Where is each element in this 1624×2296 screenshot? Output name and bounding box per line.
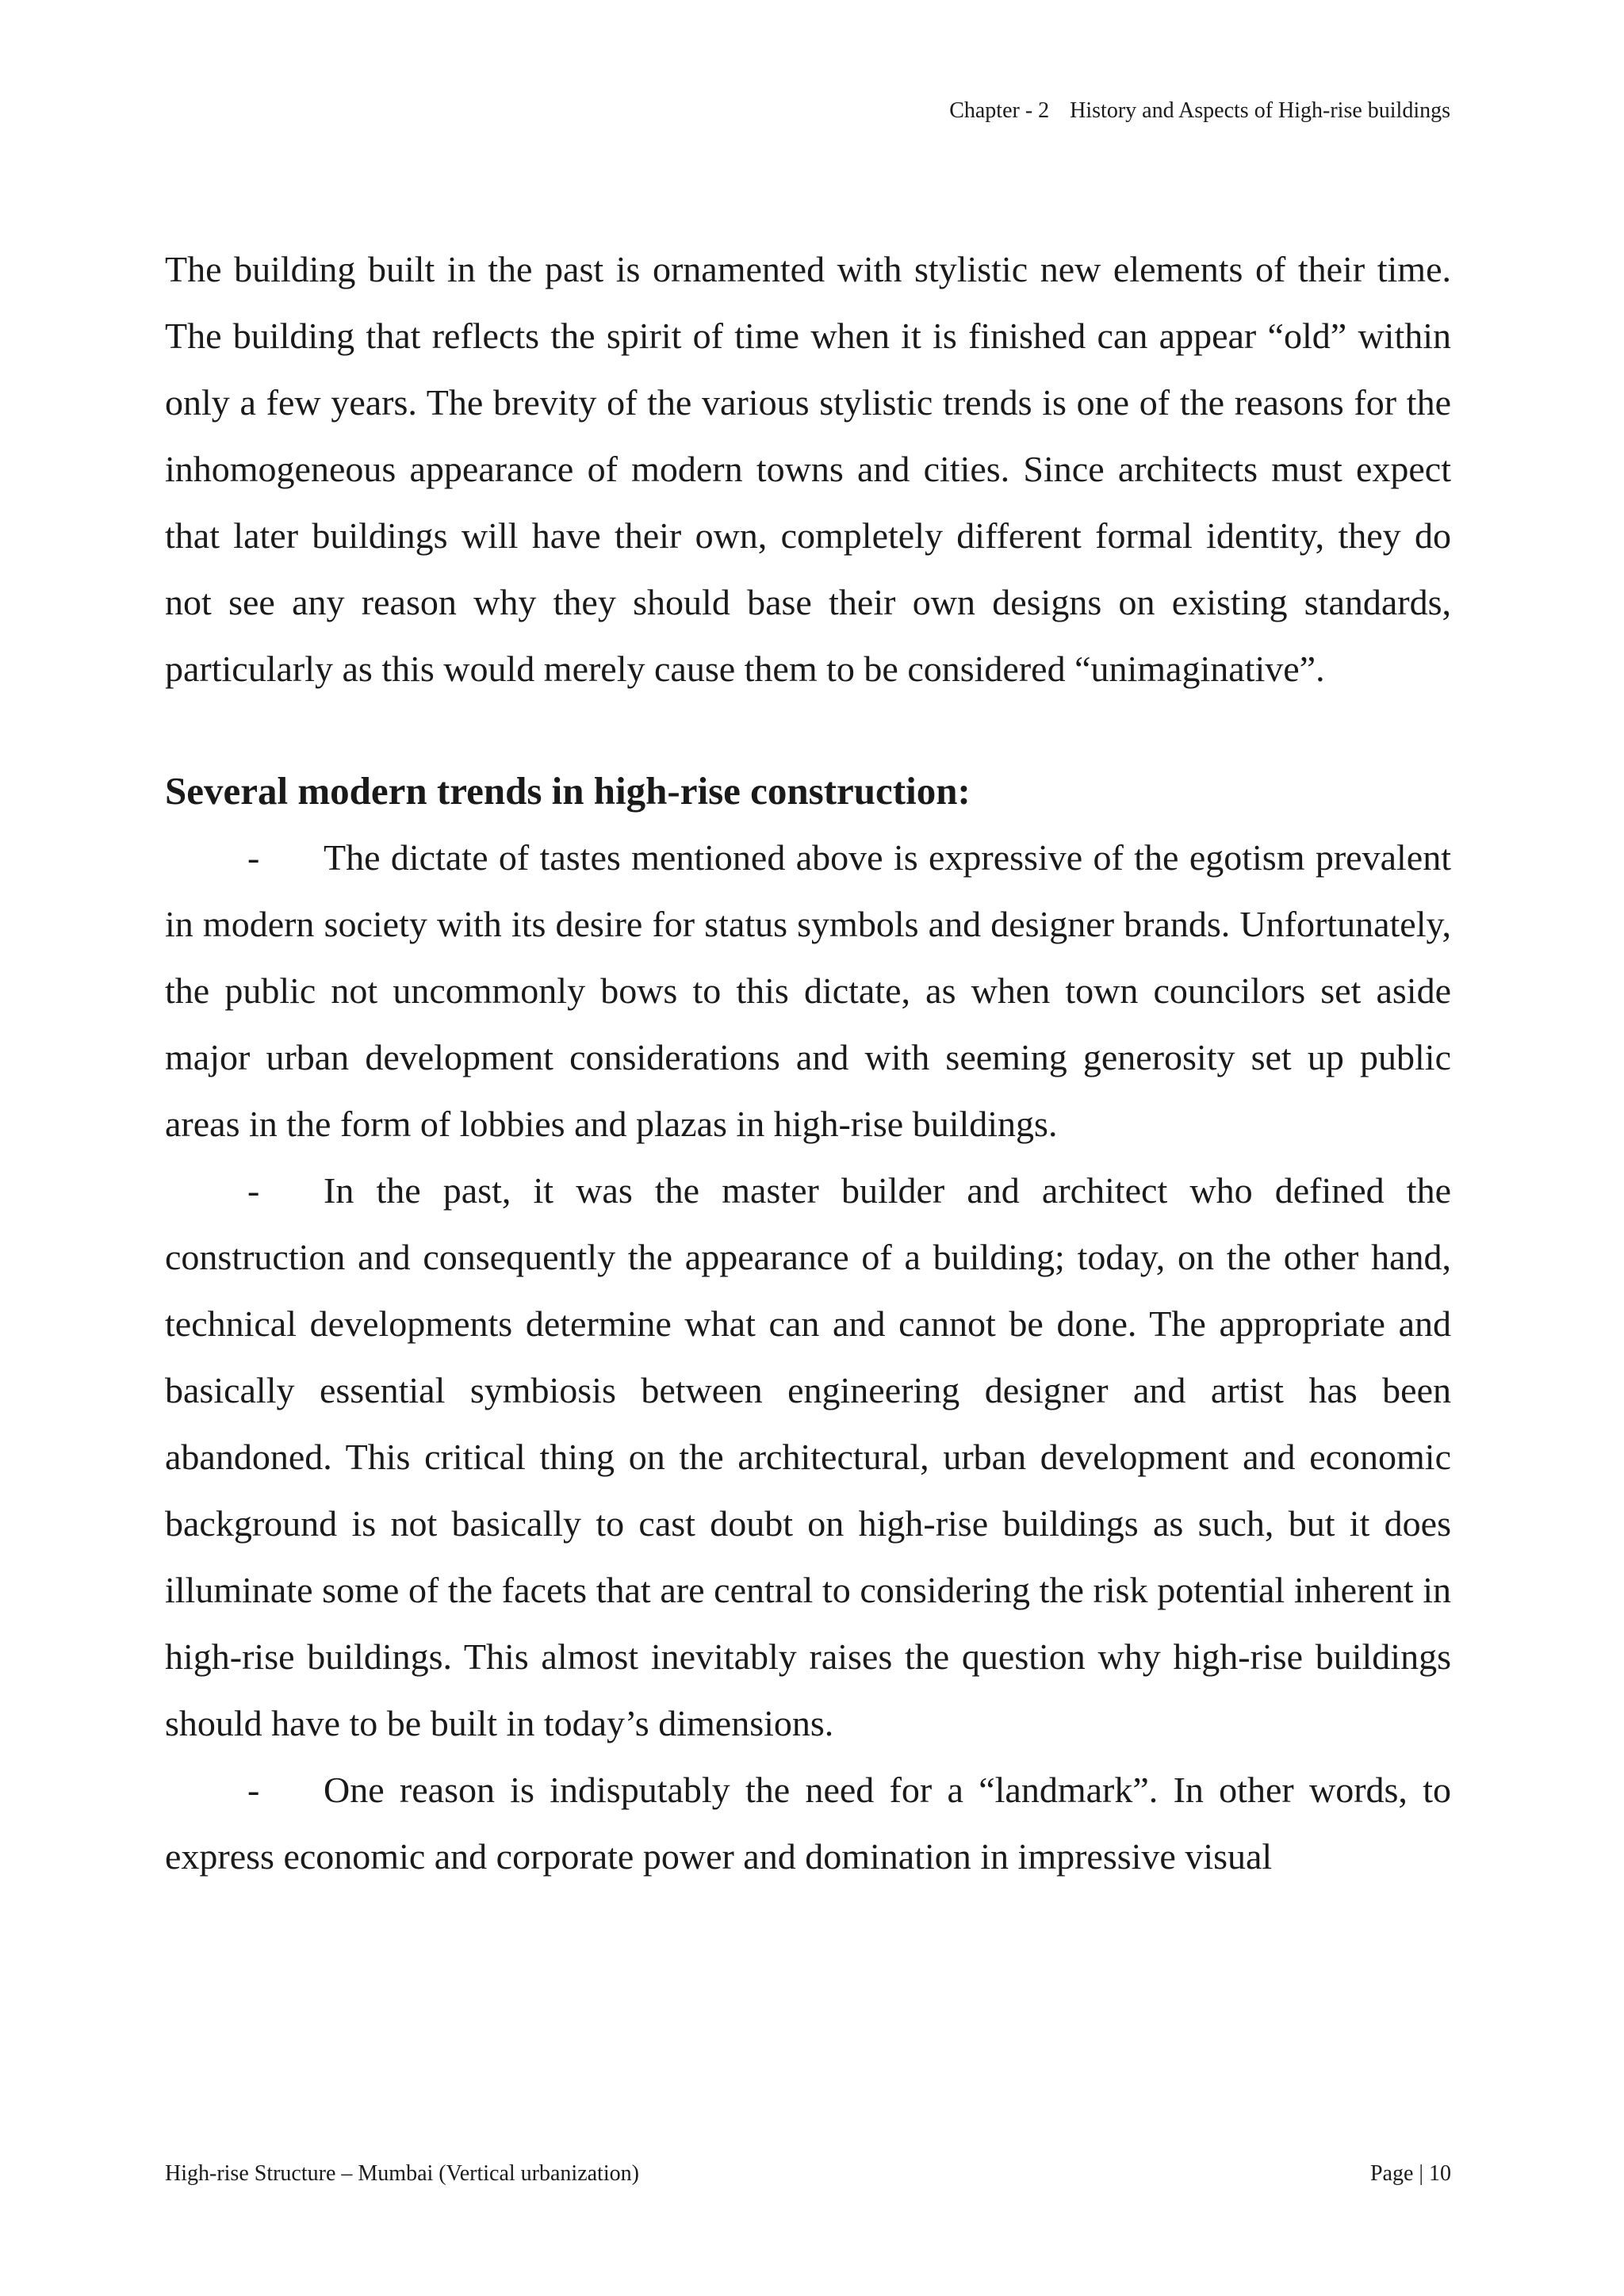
running-footer [165, 2160, 1451, 2188]
bullet-marker: - [247, 1170, 260, 1211]
header-chapter: Chapter - 2 [949, 98, 1050, 123]
bullet-marker: - [247, 1770, 260, 1810]
list-item-text: The dictate of tastes mentioned above is expressive of the egotism prevalent in modern society with its desire for status symbols and designer brands. Unfortunately, the public not uncommonly bows to this dictate, as when town councilors set aside major urban development considerations and with seeming generosity set up public areas in the form of lobbies and plazas in high-rise buildings. [165, 837, 1451, 1144]
intro-paragraph: The building built in the past is ornamented with stylistic new elements of their time. The building that reflects the spirit of time when it is finished can appear “old” within only a few years. The brevity of the various stylistic trends is one of the reasons for the inhomogeneous appearance of modern towns and cities. Since architects must expect that later buildings will have their own, completely different formal identity, they do not see any reason why they should base their own designs on existing standards, particularly as this would merely cause them to be considered “unimaginative”. [165, 249, 1451, 689]
list-item [165, 1158, 1451, 1757]
section-heading: Several modern trends in high-rise construction: [165, 769, 971, 813]
footer-document-title: High-rise Structure – Mumbai (Vertical urbanization) [165, 2161, 639, 2186]
header-title: History and Aspects of High-rise buildings [1070, 98, 1450, 123]
bullet-marker: - [247, 837, 260, 878]
list-item [165, 825, 1451, 1158]
page-number: Page | 10 [1369, 2161, 1451, 2186]
page-body [165, 236, 1451, 1890]
running-header [949, 97, 1450, 125]
list-item [165, 1757, 1451, 1890]
list-item-text: In the past, it was the master builder and architect who defined the construction and consequently the appearance of a building; today, on the other hand, technical developments determine what can and cannot be done. The appropriate and basically essential symbiosis between engineering designer and artist has been abandoned. This critical thing on the architectural, urban development and economic background is not basically to cast doubt on high-rise buildings as such, but it does illuminate some of the facets that are central to considering the risk potential inherent in high-rise buildings. This almost inevitably raises the question why high-rise buildings should have to be built in today’s dimensions. [165, 1170, 1451, 1743]
list-item-text: One reason is indisputably the need for a “landmark”. In other words, to express economic and corporate power and domination in impressive visual [165, 1770, 1451, 1877]
